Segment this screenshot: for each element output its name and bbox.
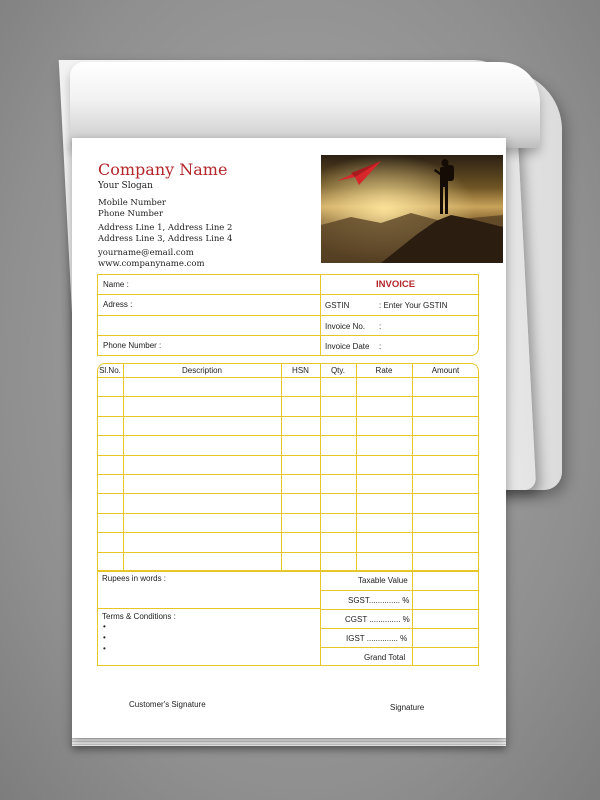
table-row xyxy=(97,474,479,475)
invoice-title: INVOICE xyxy=(376,279,416,290)
phone-number: Phone Number xyxy=(98,209,164,219)
header-slno: Sl.No. xyxy=(99,366,121,375)
hiker-photo xyxy=(321,155,503,263)
mobile-number: Mobile Number xyxy=(98,198,166,208)
paper-plane-icon xyxy=(335,159,383,187)
grand-total-label: Grand Total xyxy=(364,653,406,662)
sgst-label: SGST.............. % xyxy=(348,596,410,605)
customer-signature-label: Customer's Signature xyxy=(129,700,206,709)
gstin-value: : Enter Your GSTIN xyxy=(379,301,448,310)
address-label: Adress : xyxy=(103,300,133,309)
invoice-date-label: Invoice Date xyxy=(325,342,370,351)
header-qty: Qty. xyxy=(330,366,346,375)
table-row xyxy=(97,416,479,417)
table-row xyxy=(97,377,479,378)
email: yourname@email.com xyxy=(98,248,194,258)
address-line-2: Address Line 3, Address Line 4 xyxy=(98,234,233,244)
header-rate: Rate xyxy=(375,366,393,375)
signature-label: Signature xyxy=(390,703,425,712)
page-roll xyxy=(70,62,540,148)
invoice-no-label: Invoice No. xyxy=(325,322,366,331)
company-slogan: Your Slogan xyxy=(98,181,153,191)
table-row xyxy=(97,396,479,397)
terms-bullet-1: • xyxy=(103,622,106,631)
header-description: Description xyxy=(181,366,222,375)
header-amount: Amount xyxy=(431,366,460,375)
invoice-no-colon: : xyxy=(379,322,382,331)
terms-bullet-2: • xyxy=(103,633,106,642)
gstin-label: GSTIN xyxy=(325,301,350,310)
rupees-in-words-label: Rupees in words : xyxy=(102,574,167,583)
company-name: Company Name xyxy=(98,160,228,179)
invoice-sheet xyxy=(72,138,506,738)
table-row xyxy=(97,435,479,436)
terms-label: Terms & Conditions : xyxy=(102,612,176,621)
taxable-value-label: Taxable Value xyxy=(358,576,408,585)
phone-label: Phone Number : xyxy=(103,341,162,350)
table-row xyxy=(97,552,479,553)
name-label: Name : xyxy=(103,280,129,289)
address-line-1: Address Line 1, Address Line 2 xyxy=(98,223,233,233)
header-hsn: HSN xyxy=(292,366,309,375)
igst-label: IGST .............. % xyxy=(346,634,408,643)
cgst-label: CGST .............. % xyxy=(345,615,410,624)
table-row xyxy=(97,513,479,514)
items-table xyxy=(97,363,479,571)
invoice-date-colon: : xyxy=(379,342,382,351)
terms-bullet-3: • xyxy=(103,644,106,653)
website: www.companyname.com xyxy=(98,259,205,269)
table-row xyxy=(97,493,479,494)
table-row xyxy=(97,532,479,533)
table-row xyxy=(97,455,479,456)
